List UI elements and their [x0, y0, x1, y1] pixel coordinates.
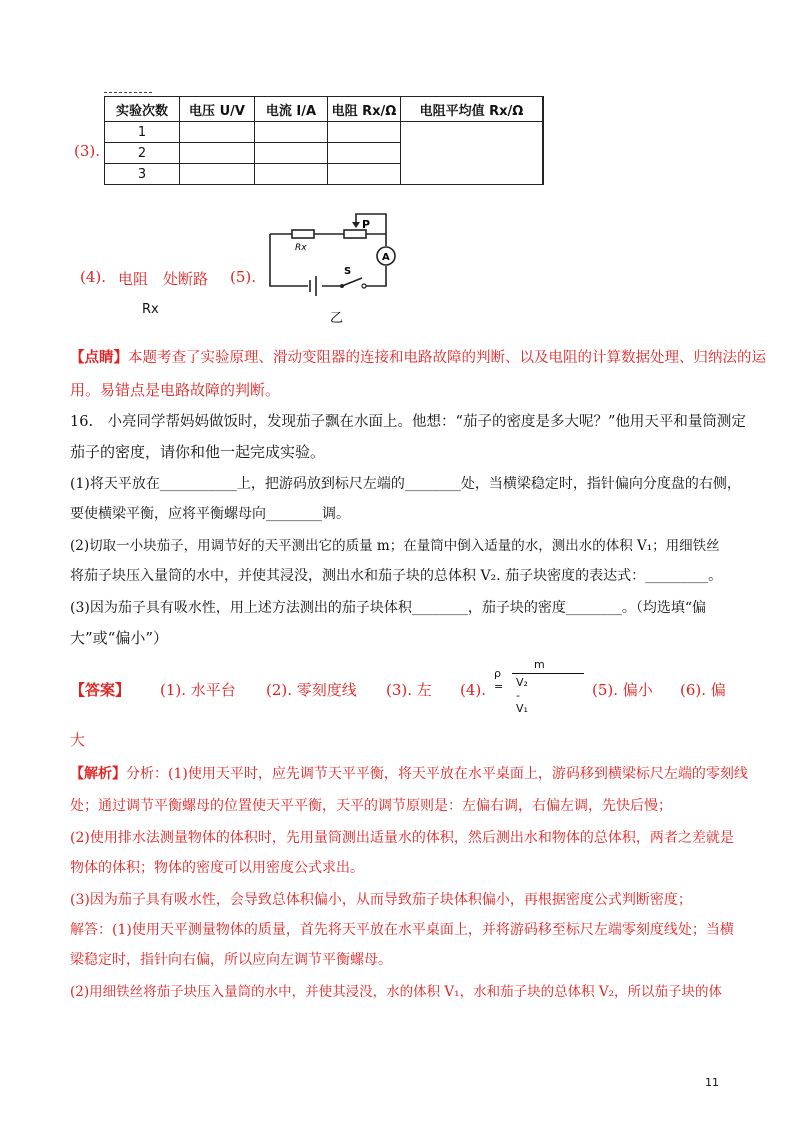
formula-numerator: m [534, 658, 545, 671]
analysis-text: 分析：(1)使用天平时，应先调节天平平衡，将天平放在水平桌面上，游码移到横梁标尺左端的零刻线 [126, 766, 748, 782]
analysis-line-7: 梁稳定时，指针向右偏，所以应向左调节平衡螺母。 [70, 952, 392, 968]
table-header-row [105, 97, 544, 122]
answer-5: (5). 偏小 [592, 681, 653, 699]
table-header: 实验次数 [105, 97, 180, 122]
answer-2: (2). 零刻度线 [266, 681, 357, 699]
slider-arrow-icon [352, 222, 360, 228]
answer-6: (6). 偏 [680, 681, 726, 699]
table-header: 电流 I/A [255, 97, 328, 122]
analysis-line-8: (2)用细铁丝将茄子块压入量筒的水中，并使其浸没，水的体积 V₁，水和茄子块的总体积 V₂，所以茄子块的体 [70, 984, 723, 1000]
item4-label: (4). [80, 268, 107, 286]
analysis-tag: 【解析】 [70, 766, 126, 782]
comment-line-2: 用。易错点是电路故障的判断。 [70, 381, 281, 399]
answer-3: (3). 左 [386, 681, 432, 699]
answer-1: (1). 水平台 [160, 681, 236, 699]
item5-label: (5). [230, 268, 257, 286]
q16-part3-line1: (3)因为茄子具有吸水性，用上述方法测出的茄子块体积________，茄子块的密度________。（均选填“偏 [70, 600, 706, 616]
resistor-symbol [292, 230, 314, 238]
comment-text: 本题考查了实验原理、滑动变阻器的连接和电路故障的判断、以及电阻的计算数据处理、归纳法的运 [128, 350, 766, 366]
table-cell: 1 [105, 122, 180, 143]
item3-label: (3). [74, 142, 101, 160]
circuit-p-label: P [362, 218, 371, 231]
q16-part1-line1: (1)将天平放在___________上，把游码放到标尺左端的________处，当横梁稳定时，指针偏向分度盘的右侧， [70, 476, 741, 492]
table-header: 电压 U/V [180, 97, 255, 122]
data-table [104, 96, 544, 185]
table-header: 电阻 Rx/Ω [328, 97, 401, 122]
circuit-diagram [264, 206, 414, 326]
answer-tag: 【答案】 [70, 681, 131, 699]
analysis-line-5: (3)因为茄子具有吸水性，会导致总体积偏小，从而导致茄子块体积偏小，再根据密度公式判断密度； [70, 892, 692, 908]
fraction-bar [512, 673, 584, 674]
table-header: 电阻平均值 Rx/Ω [401, 97, 544, 122]
page-number: 11 [705, 1076, 719, 1089]
q16-part2-line2: 将茄子块压入量筒的水中，并使其浸没，测出水和茄子块的总体积 V₂. 茄子块密度的表达式：_________。 [70, 568, 723, 584]
circuit-caption: 乙 [330, 311, 344, 326]
comment-line-1 [70, 348, 766, 368]
table-cell: 3 [105, 164, 180, 185]
table-row [105, 122, 544, 143]
q16-stem-1: 16. 小亮同学帮妈妈做饭时，发现茄子飘在水面上。他想：“茄子的密度是多大呢？”他用天平和量筒测定 [70, 414, 746, 430]
table-cell-average [401, 122, 544, 185]
answer-6-continued: 大 [70, 731, 86, 749]
item4-text: 电阻 处断路 [118, 270, 209, 288]
formula-denominator: V₂ - V₁ [516, 676, 528, 715]
rx-label: Rx [142, 302, 159, 317]
analysis-line-6: 解答：(1)使用天平测量物体的质量，首先将天平放在水平桌面上，并将游码移至标尺左端零刻度线处；当横 [70, 922, 734, 938]
table-cell: 2 [105, 143, 180, 164]
q16-part2-line1: (2)切取一小块茄子，用调节好的天平测出它的质量 m；在量筒中倒入适量的水，测出水的体积 V₁；用细铁丝 [70, 538, 720, 554]
analysis-line-2: 处；通过调节平衡螺母的位置使天平平衡，天平的调节原则是：左偏右调，右偏左调，先快后慢； [70, 798, 672, 814]
comment-tag: 【点睛】 [70, 349, 128, 366]
q16-part3-line2: 大”或“偏小”） [70, 629, 169, 647]
analysis-line-1 [70, 764, 748, 784]
rheostat-symbol [344, 230, 366, 238]
circuit-s-label: S [344, 266, 352, 277]
circuit-rx-label: Rx [295, 243, 307, 253]
analysis-line-3: (2)使用排水法测量物体的体积时，先用量筒测出适量水的体积，然后测出水和物体的总体积，两者之差就是 [70, 830, 734, 846]
formula-rho: ρ = [494, 667, 504, 693]
q16-part1-line2: 要使横梁平衡，应将平衡螺母向________调。 [70, 506, 350, 522]
circuit-a-label: A [382, 252, 390, 263]
analysis-line-4: 物体的体积；物体的密度可以用密度公式求出。 [70, 860, 364, 876]
q16-stem-2: 茄子的密度，请你和他一起完成实验。 [70, 443, 326, 461]
answer-4: (4). [460, 681, 487, 699]
